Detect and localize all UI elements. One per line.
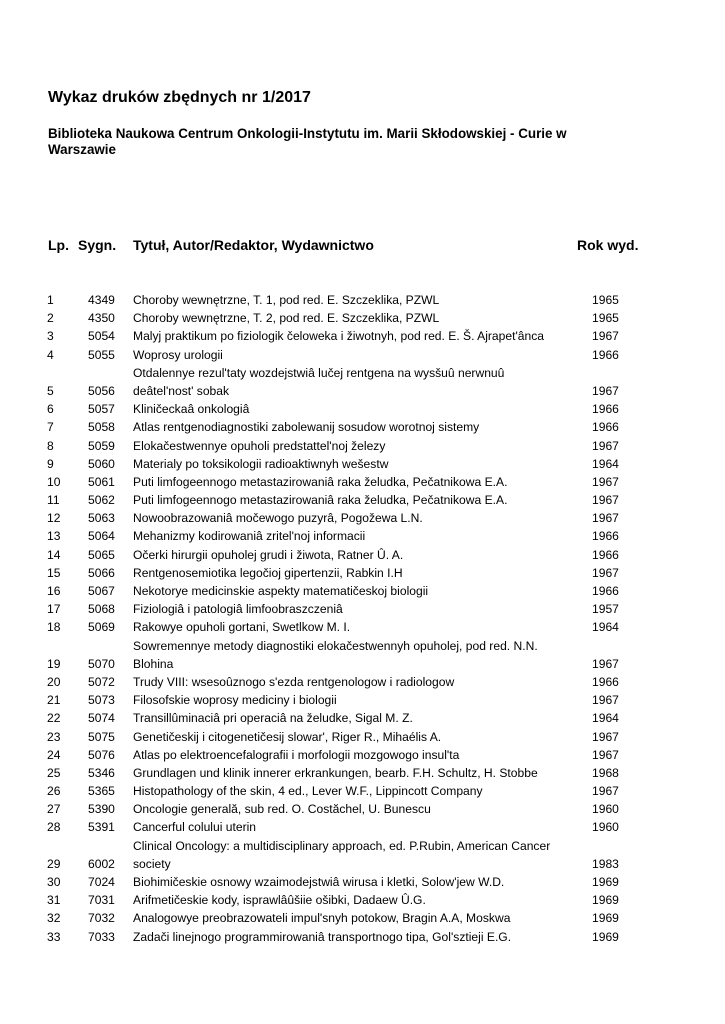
row-title: Fiziologiâ i patologiâ limfoobraszczeniâ [133,602,343,617]
row-number: 9 [47,456,54,471]
row-number: 3 [47,329,54,344]
table-row [0,400,725,418]
row-signature: 5073 [88,693,115,708]
row-signature: 7032 [88,911,115,926]
table-row [0,709,725,727]
row-year: 1967 [592,511,619,526]
row-signature: 5075 [88,729,115,744]
table-row [0,764,725,782]
row-signature: 5068 [88,602,115,617]
table-row [0,309,725,327]
row-signature: 5066 [88,565,115,580]
column-header-sygn: Sygn. [78,237,117,253]
row-title: Grundlagen und klinik innerer erkrankungen, bearb. F.H. Schultz, H. Stobbe [133,765,538,780]
table-row [0,728,725,746]
table-row [0,637,725,673]
row-year: 1967 [592,493,619,508]
row-number: 28 [47,820,61,835]
row-signature: 5074 [88,711,115,726]
row-number: 26 [47,784,61,799]
row-number: 1 [47,292,54,307]
row-number: 24 [47,747,61,762]
table-row [0,364,725,400]
row-signature: 5059 [88,438,115,453]
row-year: 1983 [592,856,619,871]
row-year: 1966 [592,347,619,362]
row-number: 4 [47,347,54,362]
row-signature: 5056 [88,383,115,398]
row-year: 1968 [592,765,619,780]
table-row [0,909,725,927]
row-title: Transillûminaciâ pri operaciâ na želudke, Sigal M. Z. [133,711,413,726]
row-number: 11 [47,493,60,508]
table-row [0,418,725,436]
row-year: 1966 [592,529,619,544]
row-title: Cancerful colului uterin [133,820,257,835]
row-title: Malyj praktikum po fiziologik čeloweka i žiwotnyh, pod red. E. Š. Ajrapet'ânca [133,329,545,344]
row-year: 1967 [592,656,619,671]
row-number: 22 [47,711,61,726]
row-title: Biohimičeskie osnowy wzaimodejstwiâ wirusa i kletki, Solow'jew W.D. [133,875,505,890]
table-row [0,582,725,600]
row-title: Arifmetičeskie kody, isprawlâûšiie ošibki, Dadaew Û.G. [133,893,426,908]
row-signature: 5063 [88,511,115,526]
row-signature: 4350 [88,311,115,326]
table-row [0,873,725,891]
row-number: 13 [47,529,61,544]
row-signature: 5391 [88,820,115,835]
row-number: 2 [47,311,54,326]
row-year: 1969 [592,911,619,926]
table-row [0,509,725,527]
row-signature: 5067 [88,584,115,598]
table-row [0,473,725,491]
row-year: 1967 [592,784,619,799]
row-title: Materialy po toksikologii radioaktiwnyh wešestw [133,456,389,471]
row-number: 12 [47,511,61,526]
row-number: 32 [47,911,61,926]
document-subtitle: Biblioteka Naukowa Centrum Onkologii-Instytutu im. Marii Skłodowskiej - Curie w Warszawie [48,126,567,158]
row-signature: 7031 [88,893,115,908]
row-title: Puti limfogeennogo metastazirowaniâ raka želudka, Pečatnikowa E.A. [133,493,508,508]
row-year: 1964 [592,711,619,726]
row-year: 1967 [592,474,619,489]
row-number: 23 [47,729,61,744]
table-row [0,346,725,364]
row-number: 15 [47,565,61,580]
row-number: 5 [47,383,54,398]
row-number: 18 [47,620,61,635]
table-row [0,455,725,473]
row-title: Choroby wewnętrzne, T. 2, pod red. E. Szczeklika, PZWL [133,311,440,326]
row-year: 1967 [592,693,619,708]
book-table-body [0,291,725,946]
table-row [0,327,725,345]
row-title: Mehanizmy kodirowaniâ zritel'noj informacii [133,529,366,544]
row-signature: 5064 [88,529,115,544]
row-year: 1969 [592,893,619,908]
row-title: Choroby wewnętrzne, T. 1, pod red. E. Szczeklika, PZWL [133,292,440,307]
table-row [0,837,725,873]
row-signature: 5069 [88,620,115,635]
row-year: 1969 [592,929,619,944]
row-title: Genetičeskij i citogenetičesij slowar', Riger R., Mihaélis A. [133,729,442,744]
table-row [0,491,725,509]
row-title: Puti limfogeennogo metastazirowaniâ raka želudka, Pečatnikowa E.A. [133,474,508,489]
row-year: 1967 [592,438,619,453]
row-title: Rakowye opuholi gortani, Swetlkow M. I. [133,620,351,635]
row-year: 1966 [592,584,619,598]
row-number: 31 [47,893,61,908]
row-number: 6 [47,402,54,417]
row-signature: 5061 [88,474,115,489]
column-header-title: Tytuł, Autor/Redaktor, Wydawnictwo [133,237,374,253]
row-year: 1967 [592,747,619,762]
row-title: Oncologie generală, sub red. O. Costăchel, U. Bunescu [133,802,431,817]
row-title: Atlas rentgenodiagnostiki zabolewanij sosudow worotnoj sistemy [133,420,480,435]
table-row [0,691,725,709]
row-number: 33 [47,929,61,944]
row-title: Trudy VIII: wsesoûznogo s'ezda rentgenologow i radiologow [133,674,455,689]
row-title: Elokačestwennye opuholi predstattel'noj železy [133,438,386,453]
table-row [0,546,725,564]
table-row [0,291,725,309]
row-title: Zadači linejnogo programmirowaniâ transportnogo tipa, Gol'sztieji E.G. [133,929,512,944]
table-row [0,527,725,545]
table-row [0,818,725,836]
row-year: 1957 [592,602,619,617]
row-year: 1966 [592,674,619,689]
row-signature: 7033 [88,929,115,944]
row-number: 10 [47,474,61,489]
row-number: 8 [47,438,54,453]
row-signature: 5076 [88,747,115,762]
row-year: 1969 [592,875,619,890]
row-number: 29 [47,856,61,871]
row-number: 17 [47,602,61,617]
row-signature: 5072 [88,674,115,689]
row-title: Rentgenosemiotika legočioj gipertenzii, Rabkin I.H [133,565,403,580]
row-signature: 7024 [88,875,115,890]
row-number: 21 [47,693,61,708]
row-signature: 5054 [88,329,115,344]
row-title: Otdalennye rezul'taty wozdejstwiâ lučej rentgena na wysšuû nerwnuû deâtel'nost' sobak [133,365,505,398]
table-row [0,928,725,946]
row-number: 7 [47,420,54,435]
row-number: 30 [47,875,61,890]
row-year: 1966 [592,402,619,417]
row-signature: 5055 [88,347,115,362]
row-signature: 5390 [88,802,115,817]
row-signature: 5070 [88,656,115,671]
row-year: 1966 [592,420,619,435]
table-row [0,746,725,764]
row-number: 19 [47,656,61,671]
row-year: 1966 [592,547,619,562]
row-year: 1965 [592,311,619,326]
row-signature: 5365 [88,784,115,799]
row-signature: 5058 [88,420,115,435]
row-title: Sowremennye metody diagnostiki elokačestwennyh opuholej, pod red. N.N. Blohina [133,638,538,671]
table-row [0,891,725,909]
row-year: 1964 [592,620,619,635]
row-number: 25 [47,765,61,780]
row-year: 1965 [592,292,619,307]
row-signature: 5060 [88,456,115,471]
row-title: Atlas po elektroencefalografii i morfologii mozgowogo insul'ta [133,747,460,762]
row-title: Kliničeckaâ onkologiâ [133,402,250,417]
table-row [0,564,725,582]
row-number: 27 [47,802,61,817]
row-signature: 5346 [88,765,115,780]
row-year: 1960 [592,820,619,835]
row-year: 1964 [592,456,619,471]
row-title: Histopathology of the skin, 4 ed., Lever W.F., Lippincott Company [133,784,483,799]
row-title: Woprosy urologii [133,347,223,362]
row-signature: 5065 [88,547,115,562]
column-header-year: Rok wyd. [577,237,639,253]
row-title: Clinical Oncology: a multidisciplinary approach, ed. P.Rubin, American Cancer society [133,838,551,871]
row-number: 20 [47,674,61,689]
row-number: 16 [47,584,61,598]
row-number: 14 [47,547,61,562]
row-year: 1967 [592,329,619,344]
row-title: Filosofskie woprosy mediciny i biologii [133,693,337,708]
row-year: 1967 [592,383,619,398]
row-title: Nowoobrazowaniâ močewogo puzyrâ, Pogožewa L.N. [133,511,423,526]
row-signature: 5062 [88,493,115,508]
row-title: Analogowye preobrazowateli impul'snyh potokow, Bragin A.A, Moskwa [133,911,511,926]
row-year: 1967 [592,565,619,580]
table-row [0,782,725,800]
row-signature: 6002 [88,856,115,871]
row-signature: 4349 [88,292,115,307]
table-row [0,437,725,455]
table-row [0,800,725,818]
table-row [0,600,725,618]
row-signature: 5057 [88,402,115,417]
row-title: Nekotorye medicinskie aspekty matematičeskoj biologii [133,584,429,598]
table-row [0,673,725,691]
row-year: 1960 [592,802,619,817]
row-title: Očerki hirurgii opuholej grudi i žiwota, Ratner Û. A. [133,547,404,562]
row-year: 1967 [592,729,619,744]
column-header-lp: Lp. [48,237,69,253]
document-title: Wykaz druków zbędnych nr 1/2017 [48,89,311,106]
table-row [0,618,725,636]
